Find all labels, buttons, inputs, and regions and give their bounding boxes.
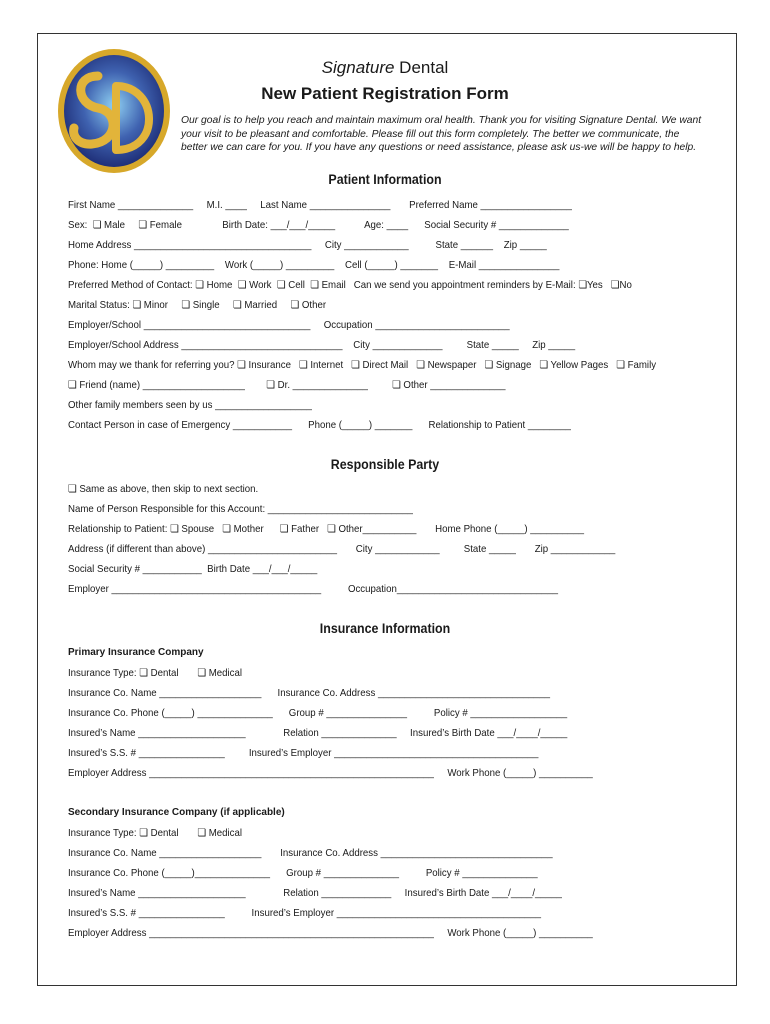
secondary-employer-address-line[interactable]: Employer Address _____________________________________________________ Work Phone (_____) __________ <box>68 928 593 939</box>
responsible-name-line[interactable]: Name of Person Responsible for this Account: ___________________________ <box>68 504 413 515</box>
patient-employer-address-line[interactable]: Employer/School Address ______________________________ City _____________ State _____ Zip _____ <box>68 340 576 351</box>
patient-marital-line[interactable]: Marital Status: ❏ Minor ❏ Single ❏ Married ❏ Other <box>68 300 327 311</box>
secondary-company-line[interactable]: Insurance Co. Name ___________________ Insurance Co. Address ________________________________ <box>68 848 553 859</box>
secondary-insurance-label: Secondary Insurance Company (if applicable) <box>68 807 285 818</box>
patient-name-line[interactable]: First Name ______________ M.I. ____ Last Name _______________ Preferred Name _________________ <box>68 200 572 211</box>
responsible-relationship-line[interactable]: Relationship to Patient: ❏ Spouse ❏ Mother ❏ Father ❏ Other__________ Home Phone (_____) __________ <box>68 524 584 535</box>
secondary-type-line[interactable]: Insurance Type: ❏ Dental ❏ Medical <box>68 828 242 839</box>
primary-phone-line[interactable]: Insurance Co. Phone (_____) ______________ Group # _______________ Policy # __________________ <box>68 708 568 719</box>
primary-insured-name-line[interactable]: Insured’s Name ____________________ Relation ______________ Insured’s Birth Date ___/____/_____ <box>68 728 568 739</box>
primary-insured-ssn-line[interactable]: Insured’s S.S. # ________________ Insured’s Employer ______________________________________ <box>68 748 539 759</box>
intro-paragraph: Our goal is to help you reach and maintain maximum oral health. Thank you for visiting Signature Dental. We want your visit to be pleasant and comfortable. Please fill out this form completely. The better we communicate, the better we can care for you. If you have any questions or need assistance, please ask us-we will be happy to help. <box>181 115 702 153</box>
primary-employer-address-line[interactable]: Employer Address _____________________________________________________ Work Phone (_____) __________ <box>68 768 593 779</box>
patient-referral-line[interactable]: Whom may we thank for referring you? ❏ Insurance ❏ Internet ❏ Direct Mail ❏ Newspaper ❏ Signage ❏ Yellow Pages ❏ Family <box>68 360 657 371</box>
patient-info-heading: Patient Information <box>328 172 442 187</box>
responsible-ssn-line[interactable]: Social Security # ___________ Birth Date ___/___/_____ <box>68 564 318 575</box>
secondary-insured-name-line[interactable]: Insured’s Name ____________________ Relation _____________ Insured’s Birth Date ___/____/_____ <box>68 888 562 899</box>
patient-emergency-line[interactable]: Contact Person in case of Emergency ___________ Phone (_____) _______ Relationship to Patient ________ <box>68 420 571 431</box>
patient-referral-other-line[interactable]: ❏ Friend (name) ___________________ ❏ Dr. ______________ ❏ Other ______________ <box>68 380 506 391</box>
secondary-insured-ssn-line[interactable]: Insured’s S.S. # ________________ Insured’s Employer ______________________________________ <box>68 908 542 919</box>
form-title: New Patient Registration Form <box>261 84 509 103</box>
patient-phone-line[interactable]: Phone: Home (_____) _________ Work (_____) _________ Cell (_____) _______ E-Mail _______________ <box>68 260 560 271</box>
patient-contact-method-line[interactable]: Preferred Method of Contact: ❏ Home ❏ Work ❏ Cell ❏ Email Can we send you appointment reminders by E-Mail: ❏Yes ❏No <box>68 280 632 291</box>
brand-name-rest: Dental <box>394 58 449 77</box>
responsible-employer-line[interactable]: Employer _______________________________________ Occupation______________________________ <box>68 584 559 595</box>
responsible-address-line[interactable]: Address (if different than above) ________________________ City ____________ State _____ Zip ____________ <box>68 544 616 555</box>
insurance-info-heading: Insurance Information <box>319 621 451 636</box>
patient-sex-birth-line[interactable]: Sex: ❏ Male ❏ Female Birth Date: ___/___/_____ Age: ____ Social Security # _____________ <box>68 220 569 231</box>
brand-name <box>0 58 770 78</box>
responsible-party-heading: Responsible Party <box>330 457 440 472</box>
primary-company-line[interactable]: Insurance Co. Name ___________________ Insurance Co. Address ________________________________ <box>68 688 550 699</box>
primary-type-line[interactable]: Insurance Type: ❏ Dental ❏ Medical <box>68 668 242 679</box>
patient-address-line[interactable]: Home Address _________________________________ City ____________ State ______ Zip _____ <box>68 240 547 251</box>
primary-insurance-label: Primary Insurance Company <box>68 647 204 658</box>
secondary-phone-line[interactable]: Insurance Co. Phone (_____)______________ Group # ______________ Policy # ______________ <box>68 868 538 879</box>
patient-family-line[interactable]: Other family members seen by us __________________ <box>68 400 312 411</box>
brand-name-italic: Signature <box>321 58 395 77</box>
patient-employer-line[interactable]: Employer/School _______________________________ Occupation _________________________ <box>68 320 510 331</box>
responsible-same-line[interactable]: ❏ Same as above, then skip to next section. <box>68 484 259 495</box>
